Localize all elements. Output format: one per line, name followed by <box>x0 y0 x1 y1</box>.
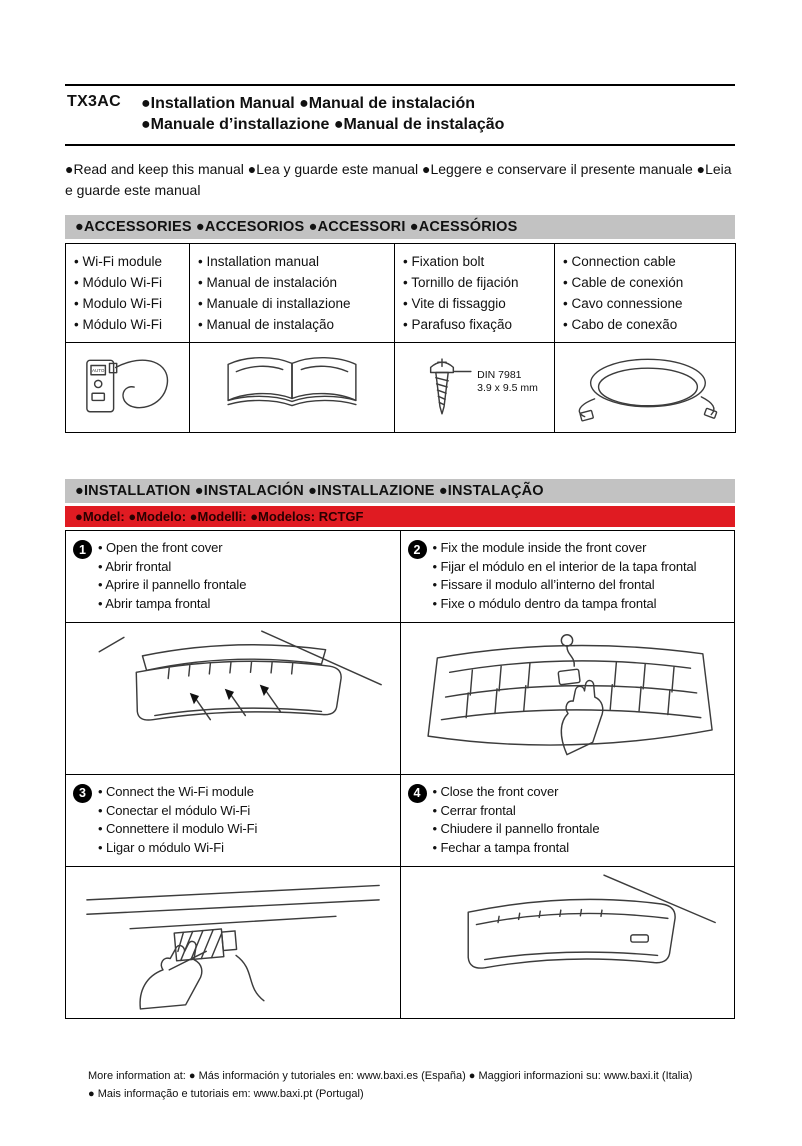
manual-book-icon <box>214 351 370 419</box>
accessory-label-line: • Cavo connessione <box>563 295 683 311</box>
close-front-cover-illustration <box>412 869 722 1011</box>
accessory-label-line: • Tornillo de fijación <box>403 274 519 290</box>
page-content <box>65 0 735 1103</box>
accessories-label-row <box>66 243 736 342</box>
accessory-image-cell-cable <box>555 343 736 433</box>
installation-section <box>65 479 735 1019</box>
accessories-table <box>65 243 736 433</box>
step-1-instructions <box>98 539 246 614</box>
connect-module-illustration <box>78 869 388 1011</box>
wifi-module-icon <box>78 348 178 422</box>
accessory-label-line: • Cabo de conexão <box>563 316 678 332</box>
step-3 <box>73 783 394 858</box>
accessory-label-line: • Parafuso fixação <box>403 316 513 332</box>
accessory-label-line: • Cable de conexión <box>563 274 684 290</box>
accessory-label-line: • Wi-Fi module <box>74 253 162 269</box>
accessory-image-cell-screw <box>395 343 555 433</box>
accessories-image-row <box>66 343 736 433</box>
step-1-image-cell <box>66 622 401 774</box>
accessory-label-line: • Modulo Wi-Fi <box>74 295 162 311</box>
accessory-cell-installation-manual <box>190 243 395 342</box>
steps-image-row-2 <box>66 866 735 1018</box>
accessory-label-line: • Manual de instalação <box>198 316 335 332</box>
steps-text-row-1 <box>66 531 735 623</box>
steps-image-row-1 <box>66 622 735 774</box>
step-1 <box>73 539 394 614</box>
step-instruction-line: • Aprire il pannello frontale <box>98 577 247 593</box>
step-instruction-line: • Fixe o módulo dentro da tampa frontal <box>432 596 657 612</box>
accessories-section <box>65 215 735 433</box>
accessory-label-line: • Manual de instalación <box>198 274 338 290</box>
footer <box>65 1067 735 1103</box>
accessory-label-line: • Fixation bolt <box>403 253 485 269</box>
screw-spec-standard: DIN 7981 <box>477 368 522 381</box>
screw-spec-dimensions: 3.9 x 9.5 mm <box>477 381 538 394</box>
step-2-text-cell <box>400 531 735 623</box>
step-instruction-line: • Fijar el módulo en el interior de la tapa frontal <box>432 558 697 574</box>
step-instruction-line: • Cerrar frontal <box>432 802 516 818</box>
step-instruction-line: • Fix the module inside the front cover <box>432 540 647 555</box>
installation-section-header: ●INSTALLATION ●INSTALACIÓN ●INSTALLAZIONE ●INSTALAÇÃO <box>65 479 735 503</box>
fix-module-illustration <box>412 625 722 767</box>
accessory-label-line: • Vite di fissaggio <box>403 295 506 311</box>
screw-figure <box>399 355 550 421</box>
keep-manual-notice: ●Read and keep this manual ●Lea y guarde este manual ●Leggere e conservare il presente manuale ●Leia e guarde este manual <box>65 161 732 198</box>
model-bar-text: ●Model: ●Modelo: ●Modelli: ●Modelos: RCTGF <box>75 509 364 524</box>
step-2 <box>408 539 729 614</box>
accessory-image-cell-manual <box>190 343 395 433</box>
installation-steps-table <box>65 530 735 1019</box>
accessory-label-line: • Manuale di installazione <box>198 295 351 311</box>
step-instruction-line: • Fechar a tampa frontal <box>432 840 570 856</box>
step-instruction-line: • Chiudere il pannello frontale <box>432 821 600 837</box>
accessory-cell-wifi-module <box>66 243 190 342</box>
open-front-cover-illustration <box>78 625 388 767</box>
accessory-label-line: • Módulo Wi-Fi <box>74 316 162 332</box>
step-instruction-line: • Conectar el módulo Wi-Fi <box>98 802 251 818</box>
step-1-number-badge: 1 <box>73 540 92 559</box>
step-3-image-cell <box>66 866 401 1018</box>
step-instruction-line: • Close the front cover <box>432 783 559 799</box>
accessory-cell-fixation-bolt <box>395 243 555 342</box>
accessory-label-line: • Connection cable <box>563 253 676 269</box>
step-1-text-cell <box>66 531 401 623</box>
step-4-number-badge: 4 <box>408 784 427 803</box>
step-instruction-line: • Connettere il modulo Wi-Fi <box>98 821 258 837</box>
step-instruction-line: • Connect the Wi-Fi module <box>98 783 254 799</box>
wifi-module-button-label: AUTO <box>91 368 104 374</box>
accessory-label-line: • Installation manual <box>198 253 320 269</box>
accessory-image-cell-wifi-module <box>66 343 190 433</box>
step-4 <box>408 783 729 858</box>
accessories-section-header: ●ACCESSORIES ●ACCESORIOS ●ACCESSORI ●ACESSÓRIOS <box>65 215 735 239</box>
footer-info-line-1: More information at: ● Más información y tutoriales en: www.baxi.es (España) ● Maggiori informazioni su: www.baxi.it (Italia) <box>88 1069 693 1082</box>
steps-text-row-2 <box>66 774 735 866</box>
screw-icon <box>411 355 473 421</box>
footer-info-line-2: ● Mais informação e tutoriais em: www.baxi.pt (Portugal) <box>88 1087 364 1100</box>
step-4-instructions <box>433 783 600 858</box>
step-instruction-line: • Open the front cover <box>98 540 223 555</box>
step-3-instructions <box>98 783 257 858</box>
step-4-text-cell <box>400 774 735 866</box>
product-model-code: TX3AC <box>67 93 121 110</box>
title-block <box>65 86 735 144</box>
step-2-image-cell <box>400 622 735 774</box>
screw-spec-note <box>477 369 538 395</box>
step-instruction-line: • Ligar o módulo Wi-Fi <box>98 840 224 856</box>
step-4-image-cell <box>400 866 735 1018</box>
step-3-number-badge: 3 <box>73 784 92 803</box>
step-2-number-badge: 2 <box>408 540 427 559</box>
accessory-cell-connection-cable <box>555 243 736 342</box>
step-3-text-cell <box>66 774 401 866</box>
title-underline-rule <box>65 144 735 146</box>
cable-icon <box>561 347 729 423</box>
accessory-label-line: • Módulo Wi-Fi <box>74 274 162 290</box>
step-instruction-line: • Abrir tampa frontal <box>98 596 211 612</box>
page-title <box>141 93 504 135</box>
title-line-2: ●Manuale d’installazione ●Manual de instalação <box>141 116 505 134</box>
step-2-instructions <box>433 539 697 614</box>
step-instruction-line: • Fissare il modulo all’interno del frontal <box>432 577 655 593</box>
step-instruction-line: • Abrir frontal <box>98 558 172 574</box>
title-line-1: ●Installation Manual ●Manual de instalación <box>141 95 476 112</box>
model-bar <box>65 506 735 527</box>
